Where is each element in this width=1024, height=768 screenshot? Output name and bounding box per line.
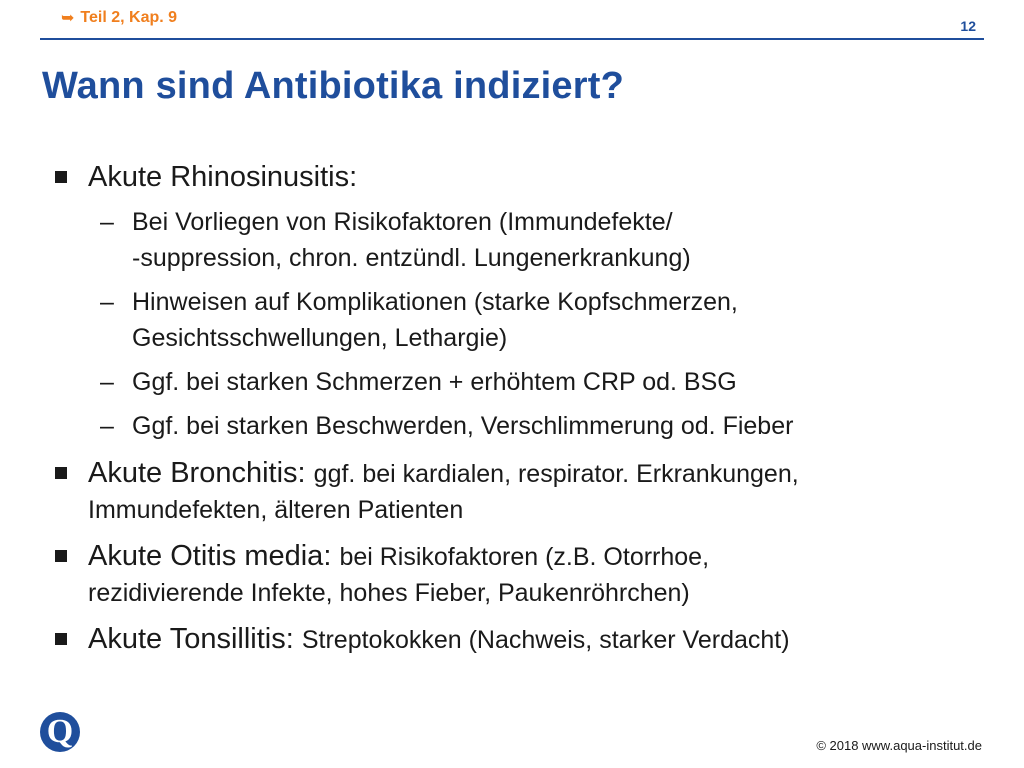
arrow-right-icon: ➥ xyxy=(61,10,75,27)
bullet-text-continued: rezidivierende Infekte, hohes Fieber, Paukenröhrchen) xyxy=(88,579,690,607)
copyright-footer: © 2018 www.aqua-institut.de xyxy=(816,738,982,753)
square-bullet-icon xyxy=(55,171,67,183)
sub-item-line: Gesichtsschwellungen, Lethargie) xyxy=(132,324,508,352)
list-item xyxy=(50,537,990,610)
bullet-heading: Akute Bronchitis: xyxy=(88,457,306,489)
dash-bullet-icon: – xyxy=(100,288,114,316)
bullet-text-continued: Immundefekten, älteren Patienten xyxy=(88,496,464,524)
breadcrumb-label: Teil 2, Kap. 9 xyxy=(80,9,178,26)
list-item xyxy=(50,620,990,659)
sub-list-item xyxy=(50,408,990,444)
header-divider xyxy=(40,38,984,40)
square-bullet-icon xyxy=(55,633,67,645)
square-bullet-icon xyxy=(55,550,67,562)
slide-content xyxy=(50,158,990,659)
dash-bullet-icon: – xyxy=(100,208,114,236)
breadcrumb[interactable] xyxy=(61,8,177,28)
list-item xyxy=(50,158,990,196)
page-title: Wann sind Antibiotika indiziert? xyxy=(42,65,625,107)
bullet-heading: Akute Otitis media: xyxy=(88,540,332,572)
q-logo-icon: Q xyxy=(40,712,80,752)
sub-item-line: Ggf. bei starken Beschwerden, Verschlimmerung od. Fieber xyxy=(132,412,794,440)
sub-list-item xyxy=(50,284,990,356)
sub-item-line: Ggf. bei starken Schmerzen + erhöhtem CRP od. BSG xyxy=(132,368,737,396)
sub-list-item xyxy=(50,364,990,400)
sub-item-line: -suppression, chron. entzündl. Lungenerkrankung) xyxy=(132,244,691,272)
bullet-heading: Akute Rhinosinusitis: xyxy=(88,161,358,193)
list-item xyxy=(50,454,990,527)
square-bullet-icon xyxy=(55,467,67,479)
sub-item-line: Bei Vorliegen von Risikofaktoren (Immundefekte/ xyxy=(132,208,673,236)
bullet-text: bei Risikofaktoren (z.B. Otorrhoe, xyxy=(339,543,710,571)
sub-list-item xyxy=(50,204,990,276)
dash-bullet-icon: – xyxy=(100,412,114,440)
slide-number: 12 xyxy=(960,18,976,34)
dash-bullet-icon: – xyxy=(100,368,114,396)
sub-list xyxy=(50,204,990,444)
bullet-text: ggf. bei kardialen, respirator. Erkrankungen, xyxy=(313,460,799,488)
bullet-text: Streptokokken (Nachweis, starker Verdacht) xyxy=(301,626,790,654)
sub-item-line: Hinweisen auf Komplikationen (starke Kopfschmerzen, xyxy=(132,288,738,316)
bullet-heading: Akute Tonsillitis: xyxy=(88,623,294,655)
